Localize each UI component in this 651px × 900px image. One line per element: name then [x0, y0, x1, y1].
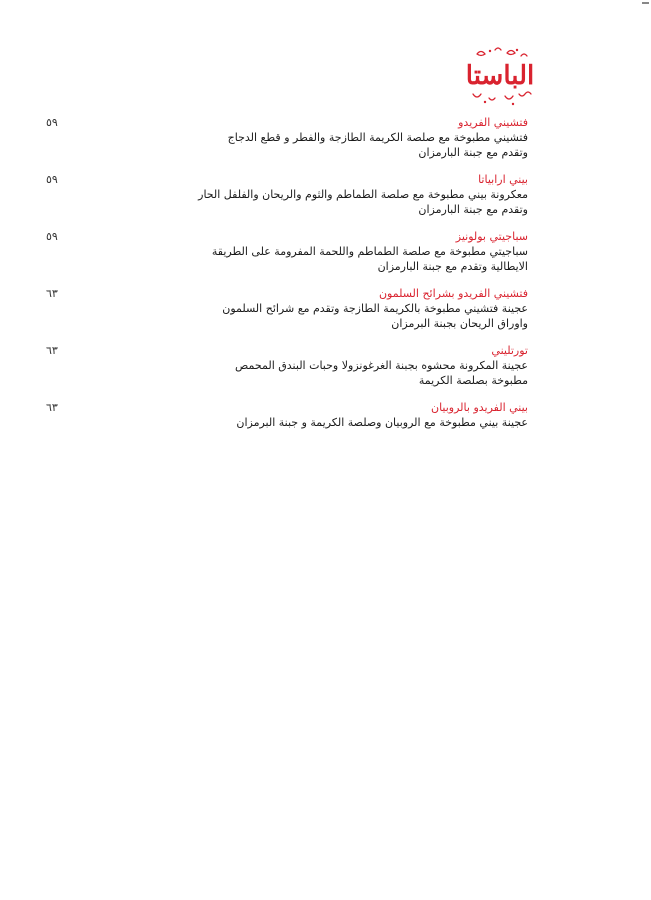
menu-item-name: بيني ارابياتا: [478, 173, 528, 186]
menu-item-price: ٦٣: [46, 287, 58, 300]
menu-item-name: فتشيني الفريدو: [458, 116, 528, 129]
menu-item-name: بيني الفريدو بالروبيان: [430, 401, 528, 414]
menu-item-price: ٦٣: [46, 344, 58, 357]
menu-item-description-line: فتشيني مطبوخة مع صلصة الكريمة الطازجة والفطر و قطع الدجاج: [227, 131, 528, 144]
menu-item-description-line: الايطالية وتقدم مع جبنة البارمزان: [377, 260, 528, 273]
logo-ornament-top: [477, 48, 527, 56]
pasta-menu-list: [40, 116, 528, 443]
menu-item-price: ٦٣: [46, 401, 58, 414]
menu-item-description-line: عجينة فتشيني مطبوخة بالكريمة الطازجة وتقدم مع شرائح السلمون: [222, 302, 528, 315]
menu-item: [40, 116, 528, 160]
menu-item-description-line: وتقدم مع جبنة البارمزان: [418, 146, 528, 159]
menu-item-description-line: مطبوخة بصلصة الكريمة: [418, 374, 528, 387]
menu-item-name: تورتليني: [491, 344, 528, 357]
menu-item-price: ٥٩: [46, 173, 58, 186]
logo-ornament-bottom: [473, 92, 531, 105]
menu-item-description-line: معكرونة بيني مطبوخة مع صلصة الطماطم والثوم والريحان والفلفل الحار: [198, 188, 528, 201]
menu-item-description-line: واوراق الريحان بجبنة البرمزان: [391, 317, 528, 330]
page-corner-mark: [642, 2, 649, 4]
menu-item-price: ٥٩: [46, 230, 58, 243]
menu-item-description-line: سباجيتي مطبوخة مع صلصة الطماطم واللحمة المفرومة على الطريقة: [211, 245, 528, 258]
menu-item-name: فتشيني الفريدو بشرائح السلمون: [378, 287, 528, 300]
menu-item: [40, 230, 528, 274]
menu-item: [40, 287, 528, 331]
menu-item: [40, 401, 528, 430]
brand-header: [455, 44, 545, 108]
menu-item: [40, 344, 528, 388]
menu-item: [40, 173, 528, 217]
menu-item-description-line: عجينة المكرونة محشوه بجبنة الغرغونزولا وحبات البندق المحمص: [235, 359, 528, 372]
menu-item-description-line: عجينة بيني مطبوخة مع الروبيان وصلصة الكريمة و جبنة البرمزان: [236, 416, 528, 429]
menu-item-description-line: وتقدم مع جبنة البارمزان: [418, 203, 528, 216]
brand-logo-text: الباستا: [465, 61, 535, 91]
menu-item-name: سباجيتي بولونيز: [455, 230, 528, 243]
brand-logo: [455, 44, 545, 108]
menu-item-price: ٥٩: [46, 116, 58, 129]
